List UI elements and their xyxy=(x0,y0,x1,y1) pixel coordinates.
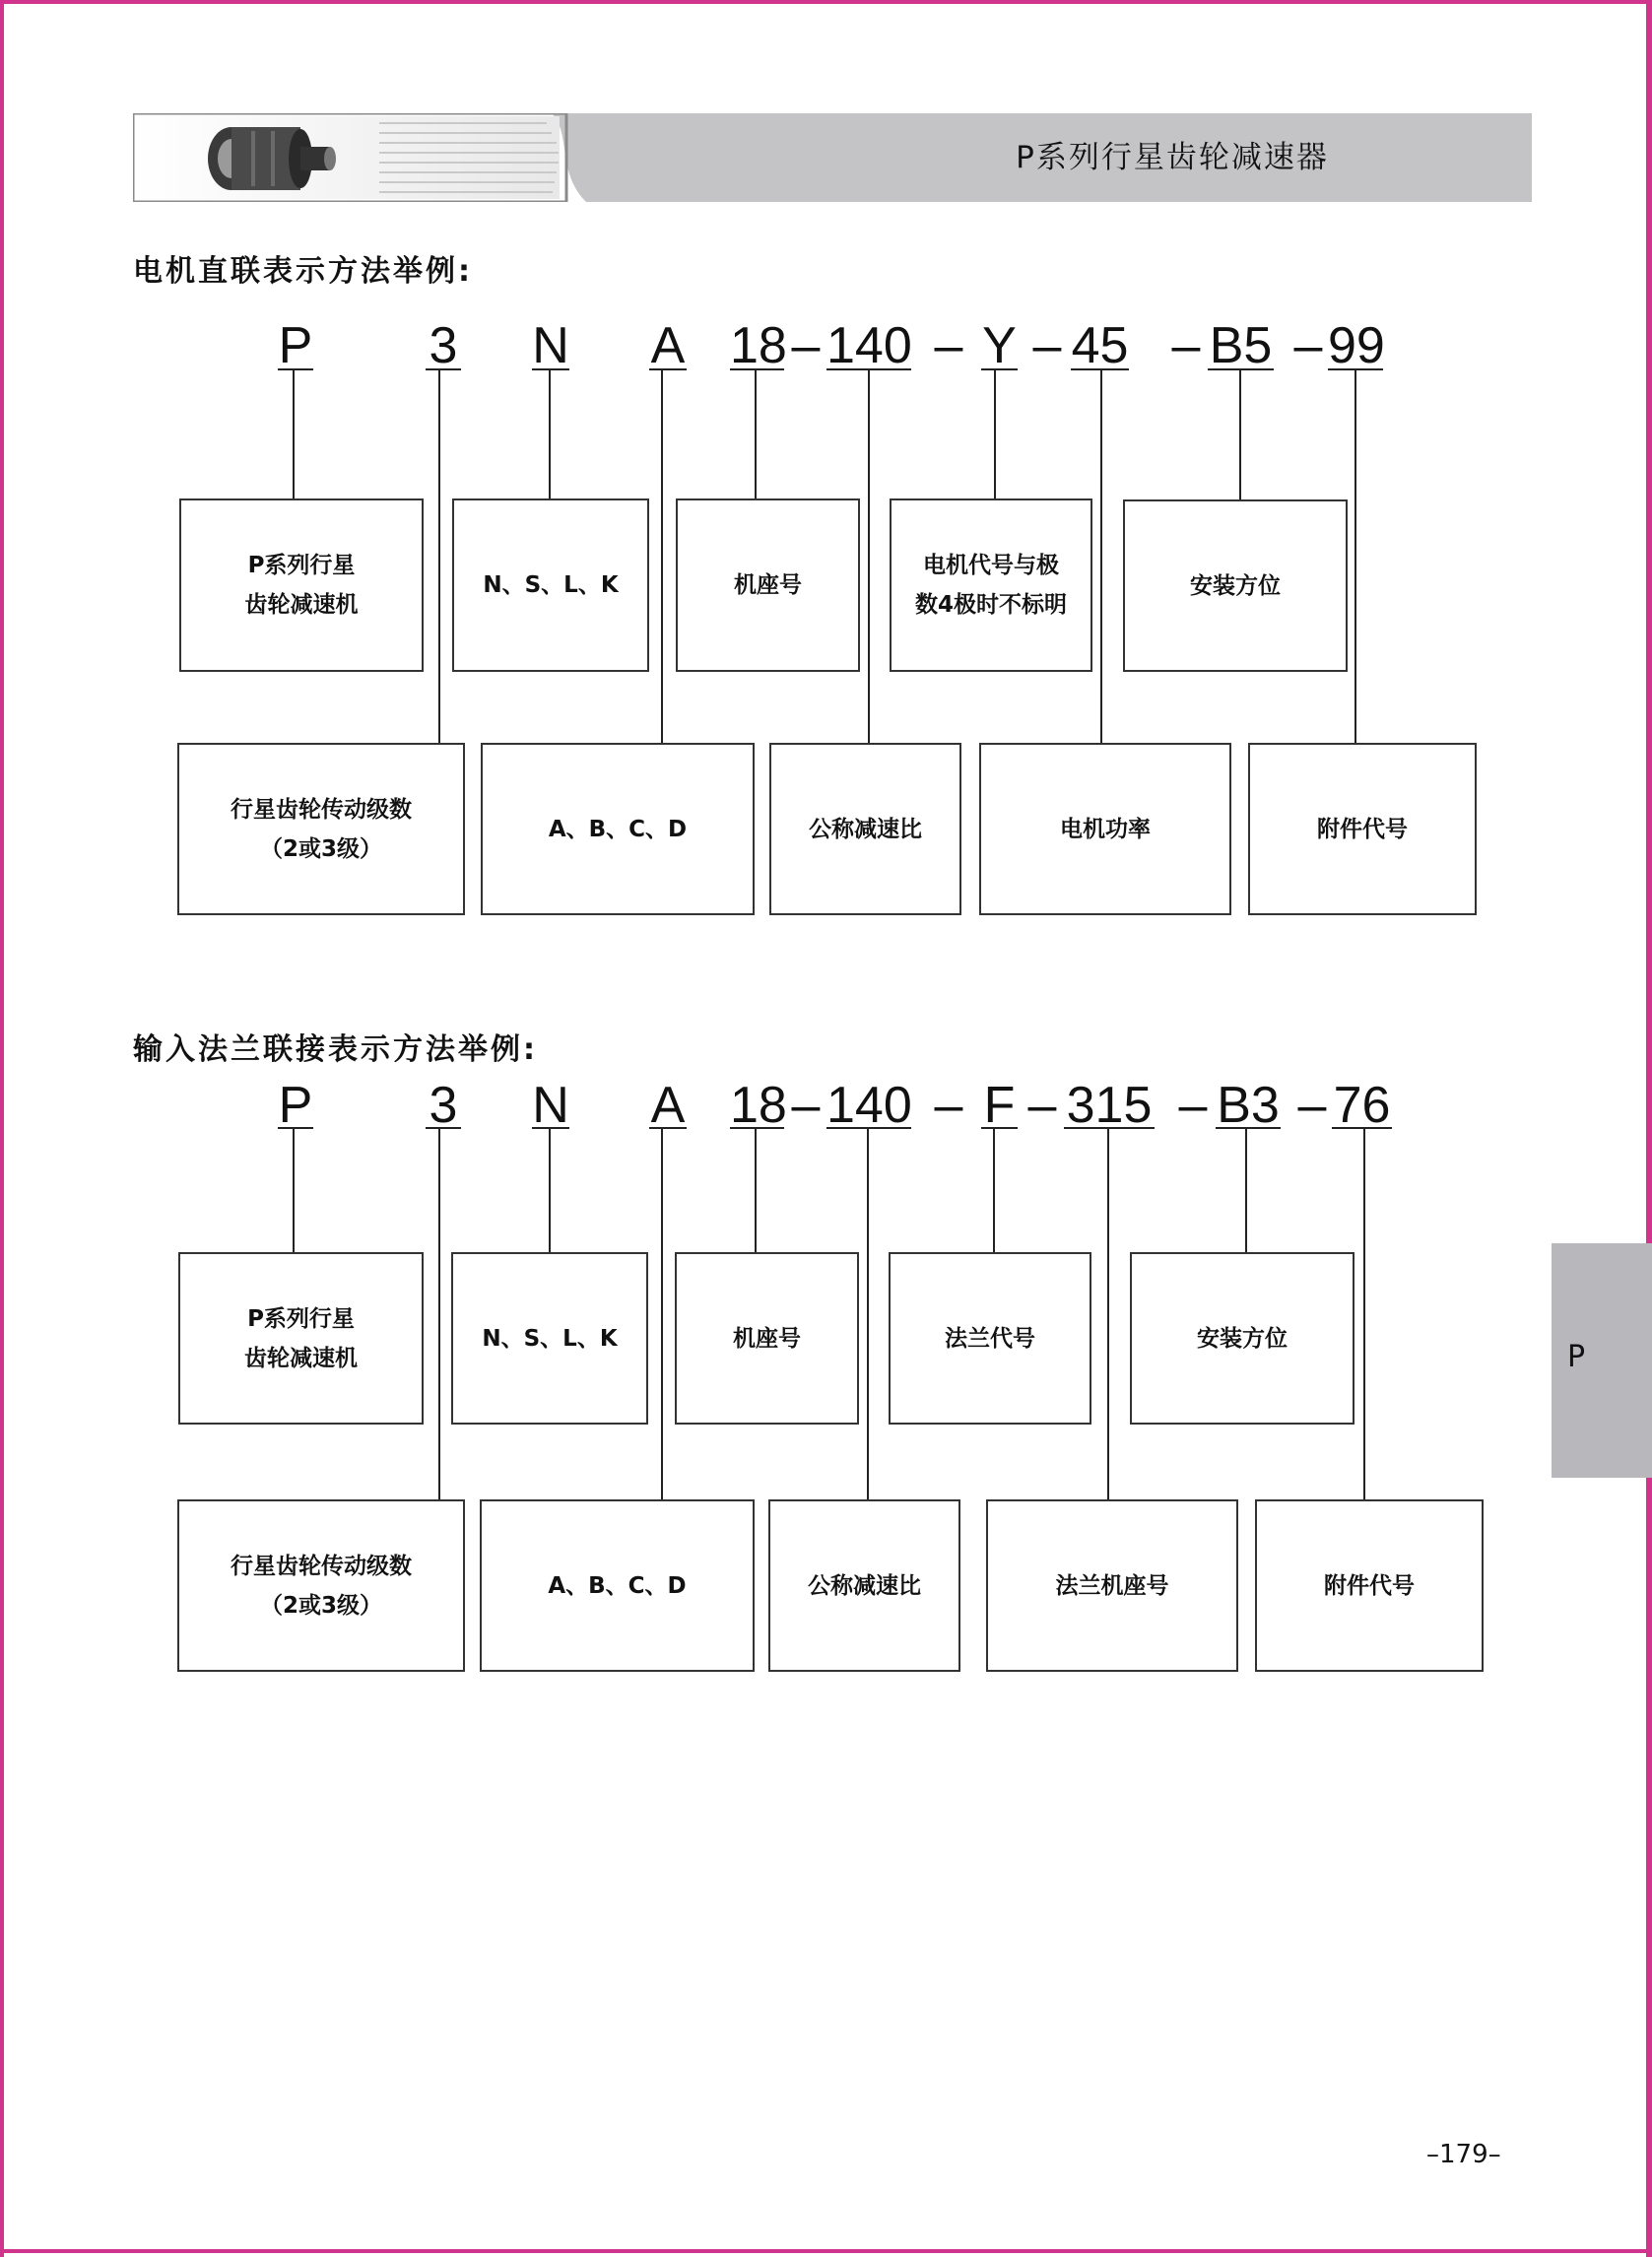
section-tab xyxy=(1552,1243,1652,1478)
code-2-type: N xyxy=(532,1077,569,1134)
code-2-flange: F xyxy=(983,1077,1016,1134)
code-1-variant: A xyxy=(650,317,686,374)
code-2-dash: – xyxy=(934,1077,963,1134)
code-2-series: P xyxy=(278,1077,313,1134)
code-1-mounting: B5 xyxy=(1209,317,1273,374)
section-tab-label: P xyxy=(1566,1340,1586,1374)
example1-box-ratio: 公称减速比 xyxy=(769,743,961,915)
example2-box-series: P系列行星 齿轮减速机 xyxy=(178,1252,424,1425)
example1-box-variant: A、B、C、D xyxy=(481,743,755,915)
code-2-variant: A xyxy=(650,1077,686,1134)
example2-box-accessory: 附件代号 xyxy=(1255,1499,1484,1672)
code-2-mounting: B3 xyxy=(1217,1077,1280,1134)
code-2-dash: – xyxy=(1178,1077,1208,1134)
example2-title: 输入法兰联接表示方法举例: xyxy=(133,1032,538,1067)
example2-box-stages: 行星齿轮传动级数 （2或3级） xyxy=(177,1499,465,1672)
example1-box-mounting: 安装方位 xyxy=(1123,499,1348,672)
code-1-ratio: 140 xyxy=(826,317,912,374)
example2-box-type: N、S、L、K xyxy=(451,1252,648,1425)
code-1-accessory: 99 xyxy=(1328,317,1385,374)
example1-box-frame-size: 机座号 xyxy=(676,498,860,672)
code-2-dash: – xyxy=(1027,1077,1057,1134)
code-2-ratio: 140 xyxy=(826,1077,912,1134)
example2-box-mounting: 安装方位 xyxy=(1130,1252,1355,1425)
code-1-type: N xyxy=(532,317,569,374)
example2-box-frame-size: 机座号 xyxy=(675,1252,859,1425)
code-2-accessory: 76 xyxy=(1333,1077,1391,1134)
example2-box-variant: A、B、C、D xyxy=(480,1499,755,1672)
example2-box-flange-code: 法兰代号 xyxy=(889,1252,1091,1425)
example1-box-type: N、S、L、K xyxy=(452,498,649,672)
example1-title: 电机直联表示方法举例: xyxy=(133,254,473,289)
example2-box-flange-frame: 法兰机座号 xyxy=(986,1499,1238,1672)
code-1-dash: – xyxy=(1171,317,1201,374)
code-1-motor: Y xyxy=(982,317,1017,374)
code-2-dash: – xyxy=(791,1077,821,1134)
code-1-power: 45 xyxy=(1071,317,1129,374)
code-1-dash: – xyxy=(1293,317,1323,374)
example1-box-power: 电机功率 xyxy=(979,743,1231,915)
code-2-frame-size: 18 xyxy=(730,1077,787,1134)
code-1-dash: – xyxy=(1032,317,1062,374)
code-2-stages: 3 xyxy=(429,1077,458,1134)
example2-box-ratio: 公称减速比 xyxy=(768,1499,960,1672)
code-2-dash: – xyxy=(1297,1077,1327,1134)
code-1-frame-size: 18 xyxy=(730,317,787,374)
page-title: P系列行星齿轮减速器 xyxy=(1016,140,1329,175)
code-1-dash: – xyxy=(791,317,821,374)
code-1-series: P xyxy=(278,317,313,374)
example1-box-series: P系列行星 齿轮减速机 xyxy=(179,498,424,672)
code-1-stages: 3 xyxy=(429,317,458,374)
code-2-flange-frame: 315 xyxy=(1066,1077,1153,1134)
example1-box-stages: 行星齿轮传动级数 （2或3级） xyxy=(177,743,465,915)
code-1-dash: – xyxy=(934,317,963,374)
example1-box-motor-code: 电机代号与极 数4极时不标明 xyxy=(890,498,1092,672)
page-number: –179– xyxy=(1426,2140,1501,2169)
example1-box-accessory: 附件代号 xyxy=(1248,743,1477,915)
